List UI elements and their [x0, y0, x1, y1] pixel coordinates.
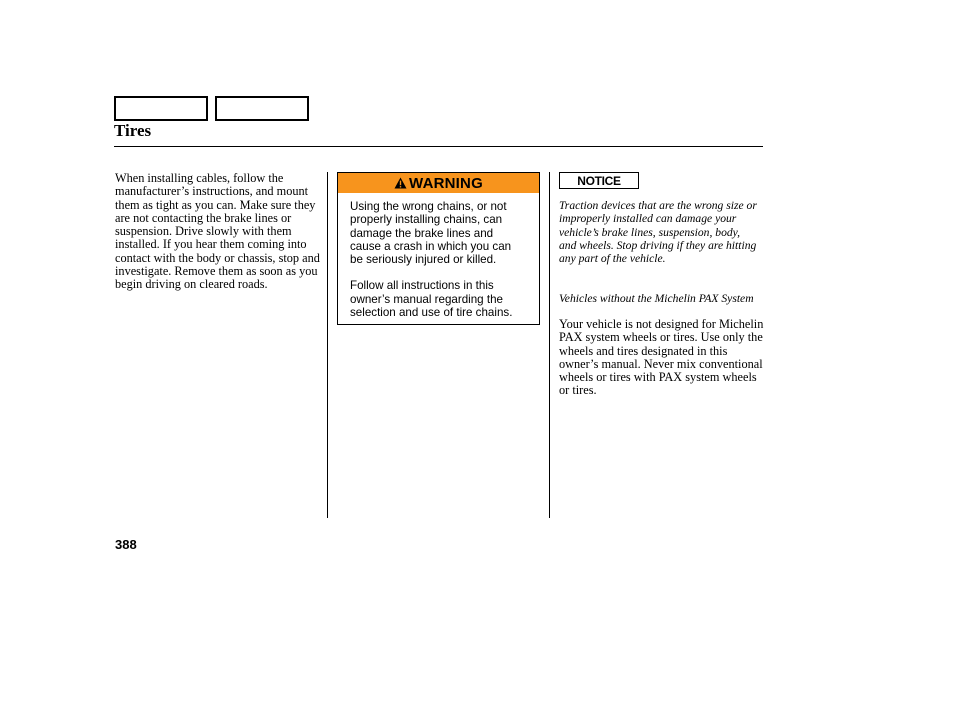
- warning-body: [338, 193, 539, 319]
- warning-header: [338, 173, 539, 193]
- column-divider-2: [549, 172, 550, 518]
- column-divider-1: [327, 172, 328, 518]
- warning-paragraph-2: Follow all instructions in this owner’s manual regarding the selection and use of tire chains.: [350, 279, 513, 320]
- pax-subheading: Vehicles without the Michelin PAX System: [559, 292, 754, 305]
- notice-text: Traction devices that are the wrong size or improperly installed can damage your vehicle’s brake lines, suspension, body, and wheels. Stop driving if they are hitting any part of the vehicle.: [559, 199, 757, 266]
- column1-paragraph: When installing cables, follow the manufacturer’s instructions, and mount them as tight as you can. Make sure they are not contacting the brake lines or suspension. Drive slowly with them installed. If you hear them coming into contact with the body or chassis, stop and investigate. Remove them as soon as you begin driving on cleared roads.: [115, 171, 320, 292]
- page-number: 388: [115, 537, 137, 552]
- header-rule: [114, 146, 763, 147]
- warning-triangle-icon: [394, 177, 407, 189]
- notice-label: NOTICE: [559, 172, 639, 189]
- warning-paragraph-1: Using the wrong chains, or not properly installing chains, can damage the brake lines and cause a crash in which you can be seriously injured or killed.: [350, 200, 512, 267]
- nav-box-previous[interactable]: [114, 96, 208, 121]
- nav-box-next[interactable]: [215, 96, 309, 121]
- warning-box: [337, 172, 540, 325]
- warning-label: WARNING: [409, 174, 483, 192]
- section-title: Tires: [114, 121, 152, 140]
- column3-paragraph: Your vehicle is not designed for Michelin PAX system wheels or tires. Use only the wheels and tires designated in this owner’s manual. Never mix conventional wheels or tires with PAX system wheels or tires.: [559, 317, 764, 398]
